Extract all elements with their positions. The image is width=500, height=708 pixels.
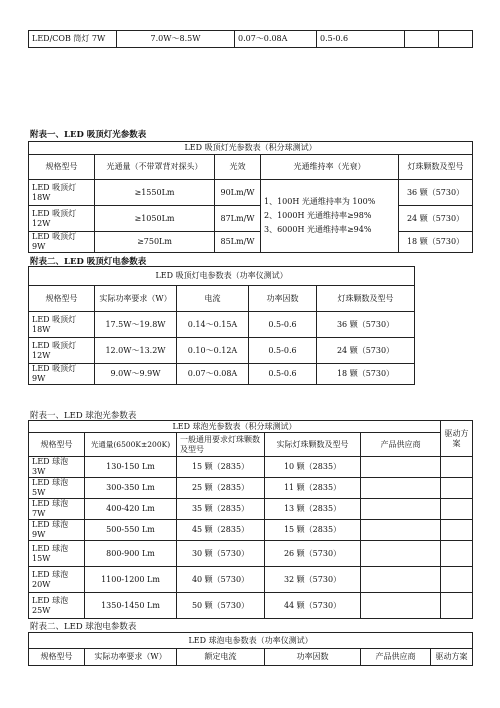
table-row xyxy=(29,206,473,232)
header-flux: 光通量（不带罩背对探头） xyxy=(95,155,215,180)
cell-actual: 11 颗（2835） xyxy=(265,478,361,499)
cell-model: LED 吸顶灯 12W xyxy=(29,338,95,364)
section-heading: 附表一、LED 吸顶灯光参数表 xyxy=(30,130,147,140)
cell-beads: 18 颗（5730） xyxy=(399,232,473,253)
header-rated-current: 额定电流 xyxy=(177,649,265,666)
section-heading: 附表二、LED 球泡电参数表 xyxy=(30,622,137,632)
cell-flux: 400-420 Lm xyxy=(85,499,177,520)
top-partial-table xyxy=(28,30,473,48)
cell-actual: 13 颗（2835） xyxy=(265,499,361,520)
bulb-electrical-table xyxy=(28,632,473,666)
table-row xyxy=(29,567,473,593)
table-caption: LED 球泡电参数表（功率仪测试） xyxy=(29,633,473,649)
cell-flux: 1350-1450 Lm xyxy=(85,593,177,619)
cell-required: 30 颗（5730） xyxy=(177,541,265,567)
cell-model: LED 球泡 9W xyxy=(29,520,85,541)
cell-beads: 24 颗（5730） xyxy=(317,338,415,364)
cell-required: 35 颗（2835） xyxy=(177,499,265,520)
header-efficacy: 光效 xyxy=(215,155,261,180)
cell-drive xyxy=(441,520,473,541)
bulb-optical-table xyxy=(28,420,473,619)
header-beads: 灯珠颗数及型号 xyxy=(317,286,415,312)
cell-supplier xyxy=(361,567,441,593)
header-row xyxy=(29,155,473,180)
table-row xyxy=(29,593,473,619)
table-row xyxy=(29,520,473,541)
cell-model: LED 吸顶灯 9W xyxy=(29,232,95,253)
cell-required: 45 颗（2835） xyxy=(177,520,265,541)
ceiling-light-electrical-table xyxy=(28,266,415,385)
cell-required: 15 颗（2835） xyxy=(177,457,265,478)
cell-current: 0.07～0.08A xyxy=(177,364,249,385)
cell-supplier xyxy=(361,457,441,478)
table-caption: LED 吸顶灯光参数表（积分球测试） xyxy=(29,142,473,155)
maintenance-line: 2、1000H 光通维持率≥98% xyxy=(264,211,372,220)
cell-power: 9.0W～9.9W xyxy=(95,364,177,385)
cell-pf: 0.5-0.6 xyxy=(249,364,317,385)
cell-required: 25 颗（2835） xyxy=(177,478,265,499)
maintenance-line: 1、100H 光通维持率为 100% xyxy=(264,197,376,206)
cell-model: LED 球泡 7W xyxy=(29,499,85,520)
cell-flux: 1100-1200 Lm xyxy=(85,567,177,593)
cell-model: LED 球泡 20W xyxy=(29,567,85,593)
header-current: 电流 xyxy=(177,286,249,312)
header-actual-beads: 实际灯珠颗数及型号 xyxy=(265,433,361,457)
cell-supplier xyxy=(361,499,441,520)
cell-power: 12.0W～13.2W xyxy=(95,338,177,364)
cell-drive xyxy=(441,567,473,593)
cell-flux: 500-550 Lm xyxy=(85,520,177,541)
cell-drive xyxy=(441,541,473,567)
cell-beads: 18 颗（5730） xyxy=(317,364,415,385)
cell-efficacy: 85Lm/W xyxy=(215,232,261,253)
cell-maintenance xyxy=(261,180,399,253)
cell-current: 0.07～0.08A xyxy=(235,31,317,48)
table-row xyxy=(29,232,473,253)
cell-beads: 24 颗（5730） xyxy=(399,206,473,232)
table-row xyxy=(29,31,473,48)
header-drive: 驱动方案 xyxy=(431,649,473,666)
cell-required: 40 颗（5730） xyxy=(177,567,265,593)
cell-supplier xyxy=(361,520,441,541)
table-caption: LED 球泡光参数表（积分球测试） xyxy=(29,421,441,433)
section-heading: 附表二、LED 吸顶灯电参数表 xyxy=(30,257,147,267)
header-power: 实际功率要求（W） xyxy=(85,649,177,666)
header-beads: 灯珠颗数及型号 xyxy=(399,155,473,180)
cell-drive xyxy=(441,499,473,520)
cell-empty xyxy=(439,31,473,48)
cell-model: LED 球泡 15W xyxy=(29,541,85,567)
table-row xyxy=(29,180,473,206)
cell-flux: 800-900 Lm xyxy=(85,541,177,567)
cell-current: 0.10～0.12A xyxy=(177,338,249,364)
cell-actual: 44 颗（5730） xyxy=(265,593,361,619)
header-model: 规格型号 xyxy=(29,155,95,180)
cell-efficacy: 90Lm/W xyxy=(215,180,261,206)
cell-supplier xyxy=(361,541,441,567)
cell-empty xyxy=(405,31,439,48)
cell-drive xyxy=(441,478,473,499)
cell-flux: ≥750Lm xyxy=(95,232,215,253)
cell-drive xyxy=(441,593,473,619)
cell-required: 50 颗（5730） xyxy=(177,593,265,619)
header-supplier: 产品供应商 xyxy=(361,433,441,457)
cell-model: LED 球泡 25W xyxy=(29,593,85,619)
table-caption: LED 吸顶灯电参数表（功率仪测试） xyxy=(29,267,415,286)
header-row xyxy=(29,649,473,666)
cell-drive xyxy=(441,457,473,478)
header-supplier: 产品供应商 xyxy=(361,649,431,666)
header-model: 规格型号 xyxy=(29,286,95,312)
header-power: 实际功率要求（W） xyxy=(95,286,177,312)
cell-actual: 32 颗（5730） xyxy=(265,567,361,593)
header-row xyxy=(29,286,415,312)
table-row xyxy=(29,312,415,338)
header-row xyxy=(29,433,473,457)
cell-actual: 26 颗（5730） xyxy=(265,541,361,567)
cell-flux: ≥1050Lm xyxy=(95,206,215,232)
cell-supplier xyxy=(361,593,441,619)
cell-efficacy: 87Lm/W xyxy=(215,206,261,232)
ceiling-light-optical-table xyxy=(28,141,473,253)
table-row xyxy=(29,478,473,499)
header-model: 规格型号 xyxy=(29,433,85,457)
header-drive: 驱动方案 xyxy=(441,421,473,457)
maintenance-line: 3、6000H 光通维持率≥94% xyxy=(264,225,372,234)
cell-pf: 0.5-0.6 xyxy=(249,312,317,338)
cell-flux: 130-150 Lm xyxy=(85,457,177,478)
cell-model: LED 球泡 5W xyxy=(29,478,85,499)
cell-actual: 15 颗（2835） xyxy=(265,520,361,541)
cell-model: LED 吸顶灯 18W xyxy=(29,312,95,338)
table-row xyxy=(29,541,473,567)
cell-beads: 36 颗（5730） xyxy=(399,180,473,206)
cell-power: 7.0W～8.5W xyxy=(117,31,235,48)
header-flux: 光通量(6500K±200K) xyxy=(85,433,177,457)
cell-flux: ≥1550Lm xyxy=(95,180,215,206)
cell-pf: 0.5-0.6 xyxy=(317,31,405,48)
cell-model: LED 吸顶灯 18W xyxy=(29,180,95,206)
table-row xyxy=(29,457,473,478)
cell-beads: 36 颗（5730） xyxy=(317,312,415,338)
cell-current: 0.14～0.15A xyxy=(177,312,249,338)
cell-model: LED 吸顶灯 9W xyxy=(29,364,95,385)
table-row xyxy=(29,364,415,385)
header-required-beads: 一般通用要求灯珠颗数及型号 xyxy=(177,433,265,457)
cell-model: LED/COB 筒灯 7W xyxy=(29,31,117,48)
section-heading: 附表一、LED 球泡光参数表 xyxy=(30,411,137,421)
table-row xyxy=(29,499,473,520)
cell-pf: 0.5-0.6 xyxy=(249,338,317,364)
header-maintenance: 光通维持率（光衰） xyxy=(261,155,399,180)
cell-power: 17.5W～19.8W xyxy=(95,312,177,338)
cell-model: LED 球泡 3W xyxy=(29,457,85,478)
header-model: 规格型号 xyxy=(29,649,85,666)
cell-supplier xyxy=(361,478,441,499)
header-pf: 功率因数 xyxy=(265,649,361,666)
cell-actual: 10 颗（2835） xyxy=(265,457,361,478)
header-pf: 功率因数 xyxy=(249,286,317,312)
cell-model: LED 吸顶灯 12W xyxy=(29,206,95,232)
table-row xyxy=(29,338,415,364)
cell-flux: 300-350 Lm xyxy=(85,478,177,499)
